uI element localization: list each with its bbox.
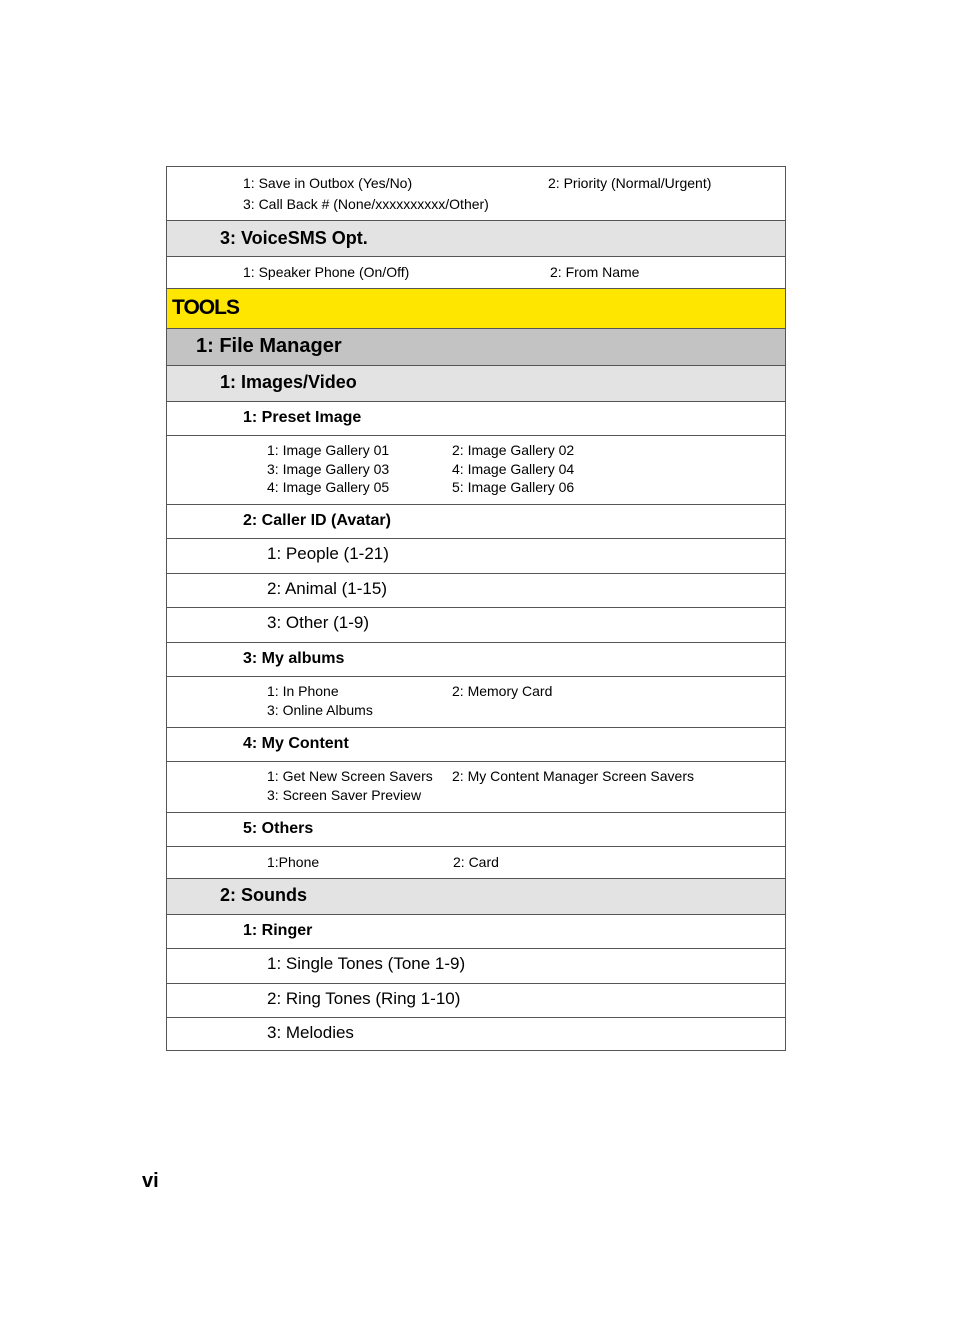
voicesms-options-row [167,256,785,288]
get-new-screen-savers-item: 1: Get New Screen Savers [267,768,433,784]
animal-item: 2: Animal (1-15) [267,579,387,598]
in-phone-item: 1: In Phone [267,683,339,699]
image-gallery-04: 4: Image Gallery 04 [452,461,575,477]
voicesms-title: 3: VoiceSMS Opt. [220,228,368,248]
image-gallery-03: 3: Image Gallery 03 [267,461,390,477]
image-gallery-05: 4: Image Gallery 05 [267,479,390,495]
other-item: 3: Other (1-9) [267,613,370,632]
people-row [167,538,785,573]
file-manager-title: 1: File Manager [196,335,342,357]
speaker-phone-option: 1: Speaker Phone (On/Off) [243,264,410,280]
melodies-row [167,1017,785,1050]
message-options-row [167,167,785,220]
call-back-option: 3: Call Back # (None/xxxxxxxxxx/Other) [243,196,489,212]
voicesms-header-row [167,220,785,256]
ringer-title: 1: Ringer [243,922,313,939]
ring-tones-row [167,983,785,1017]
file-manager-row [167,328,785,365]
memory-card-item: 2: Memory Card [452,683,553,699]
sounds-row [167,878,785,914]
people-item: 1: People (1-21) [267,544,389,563]
preset-image-row [167,401,785,435]
tools-section-row [167,288,785,328]
save-in-outbox-option: 1: Save in Outbox (Yes/No) [243,175,413,191]
others-title: 5: Others [243,820,314,837]
image-gallery-02: 2: Image Gallery 02 [452,442,575,458]
my-content-items-row [167,761,785,812]
content-manager-screen-savers-item: 2: My Content Manager Screen Savers [452,768,695,784]
single-tones-row [167,948,785,983]
ring-tones-item: 2: Ring Tones (Ring 1-10) [267,989,461,1008]
online-albums-item: 3: Online Albums [267,702,373,718]
my-albums-row [167,642,785,676]
image-gallery-01: 1: Image Gallery 01 [267,442,390,458]
my-albums-items-row [167,676,785,727]
menu-tree-table [166,166,786,1051]
my-content-row [167,727,785,761]
melodies-item: 3: Melodies [267,1023,354,1042]
others-row [167,812,785,846]
page-number: vi [142,1170,159,1192]
caller-id-title: 2: Caller ID (Avatar) [243,512,391,529]
priority-option: 2: Priority (Normal/Urgent) [548,175,712,191]
phone-item: 1:Phone [267,854,320,870]
image-gallery-06: 5: Image Gallery 06 [452,479,575,495]
images-video-title: 1: Images/Video [220,372,357,392]
my-content-title: 4: My Content [243,735,349,752]
animal-row [167,573,785,607]
from-name-option: 2: From Name [550,264,640,280]
tools-section-title: TOOLS [172,296,239,319]
single-tones-item: 1: Single Tones (Tone 1-9) [267,954,466,973]
card-item: 2: Card [453,854,499,870]
ringer-row [167,914,785,948]
images-video-row [167,365,785,401]
screen-saver-preview-item: 3: Screen Saver Preview [267,787,422,803]
preset-image-title: 1: Preset Image [243,409,362,426]
my-albums-title: 3: My albums [243,650,345,667]
other-row [167,607,785,642]
caller-id-row [167,504,785,538]
preset-image-items-row [167,435,785,504]
sounds-title: 2: Sounds [220,885,308,905]
others-items-row [167,846,785,878]
